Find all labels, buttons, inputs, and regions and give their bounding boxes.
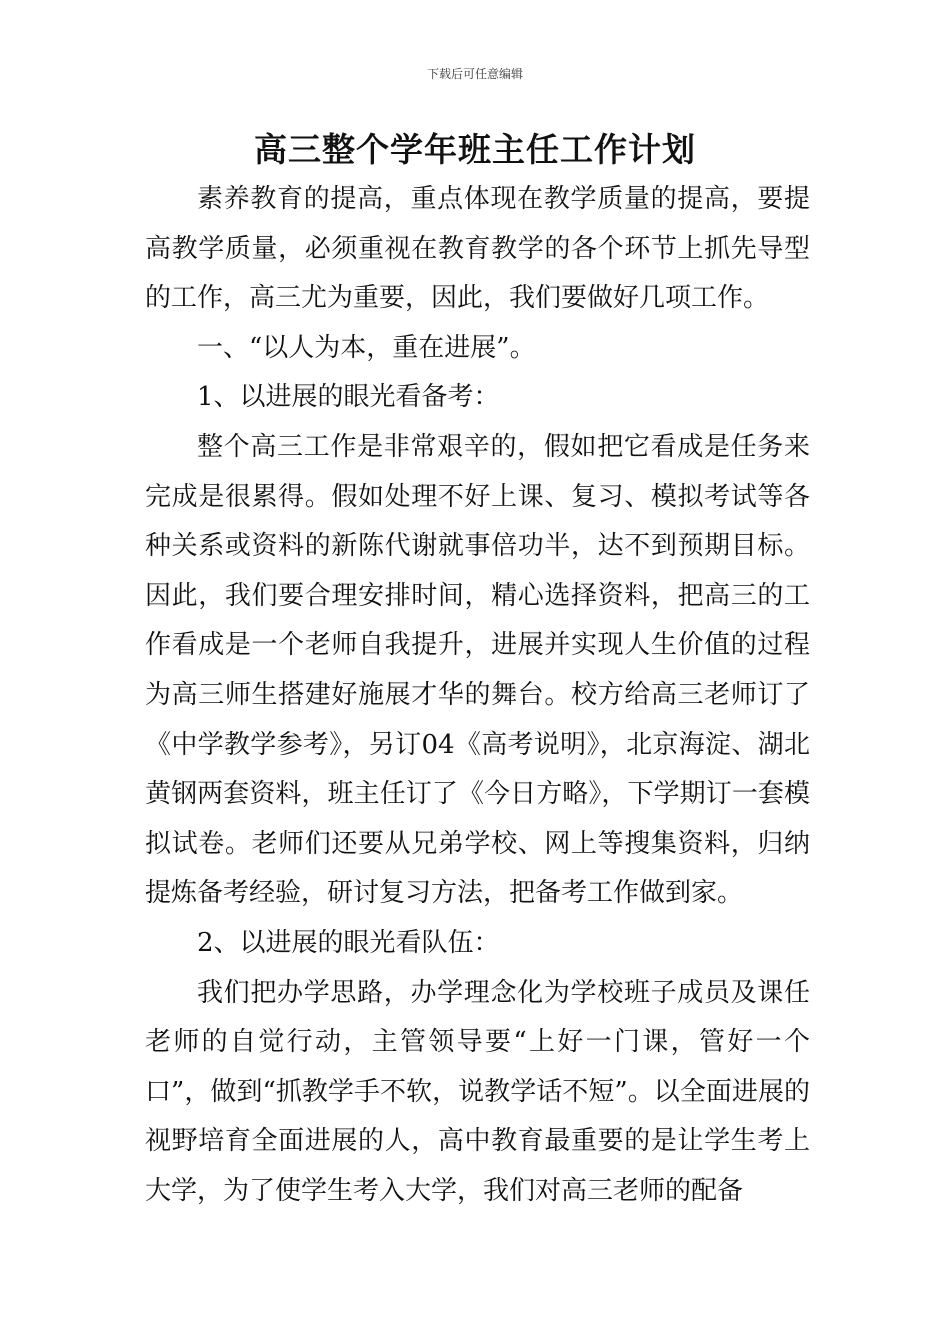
paragraph-team: 我们把办学思路，办学理念化为学校班子成员及课任老师的自觉行动，主管领导要“上好一门课，管好一个口”，做到“抓教学手不软，说教学话不短”。以全面进展的视野培育全面进展的人，高中教育最重要的是让学生考上大学，为了使学生考入大学，我们对高三老师的配备 (145, 977, 810, 1206)
document-title: 高三整个学年班主任工作计划 (254, 130, 696, 169)
header-note: 下载后可任意编辑 (426, 67, 523, 81)
paragraph-intro: 素养教育的提高，重点体现在教学质量的提高，要提高教学质量，必须重视在教育教学的各个环节上抓先导型的工作，高三尤为重要，因此，我们要做好几项工作。 (145, 184, 810, 314)
section-heading-1: 一、“以人为本，重在进展”。 (197, 332, 536, 363)
subsection-heading-2: 2、以进展的眼光看队伍： (197, 927, 500, 958)
subsection-heading-1: 1、以进展的眼光看备考： (197, 382, 500, 413)
paragraph-exam-prep: 整个高三工作是非常艰辛的，假如把它看成是任务来完成是很累得。假如处理不好上课、复习、模拟考试等各种关系或资料的新陈代谢就事倍功半，达不到预期目标。因此，我们要合理安排时间，精心选择资料，把高三的工作看成是一个老师自我提升，进展并实现人生价值的过程为高三师生搭建好施展才华的舞台。校方给高三老师订了《中学教学参考》，另订04《高考说明》，北京海淀、湖北黄钢两套资料，班主任订了《今日方略》，下学期订一套模拟试卷。老师们还要从兄弟学校、网上等搜集资料，归纳提炼备考经验，研讨复习方法，把备考工作做到家。 (145, 431, 810, 909)
document-body (145, 175, 810, 1216)
